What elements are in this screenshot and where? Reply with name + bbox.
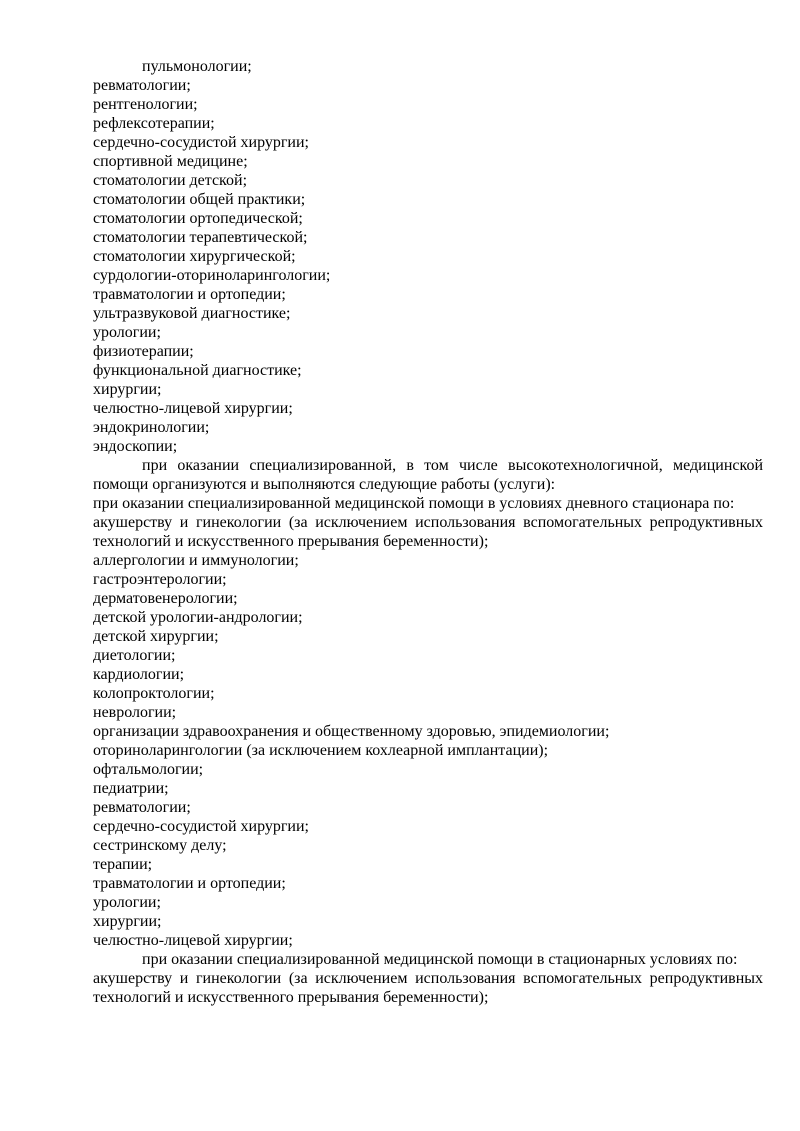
document-line: организации здравоохранения и общественному здоровью, эпидемиологии; xyxy=(93,723,610,740)
document-line: челюстно-лицевой хирургии; xyxy=(93,400,293,417)
document-line: педиатрии; xyxy=(93,780,169,797)
document-line: ревматологии; xyxy=(93,799,191,816)
document-line: детской урологии-андрологии; xyxy=(93,609,303,626)
document-line: помощи организуются и выполняются следующие работы (услуги): xyxy=(93,476,556,493)
document-line: урологии; xyxy=(93,324,161,341)
document-line: стоматологии хирургической; xyxy=(93,248,296,265)
document-line: офтальмологии; xyxy=(93,761,204,778)
document-line: эндокринологии; xyxy=(93,419,210,436)
document-line: колопроктологии; xyxy=(93,685,215,702)
document-line: челюстно-лицевой хирургии; xyxy=(93,932,293,949)
document-line: сестринскому делу; xyxy=(93,837,227,854)
document-line: при оказании специализированной, в том числе высокотехнологичной, медицинской xyxy=(142,457,763,474)
document-line: аллергологии и иммунологии; xyxy=(93,552,299,569)
document-line: акушерству и гинекологии (за исключением использования вспомогательных репродуктивных xyxy=(93,514,763,531)
document-text xyxy=(93,57,763,1007)
document-line: ультразвуковой диагностике; xyxy=(93,305,291,322)
document-line: сердечно-сосудистой хирургии; xyxy=(93,818,309,835)
document-line: гастроэнтерологии; xyxy=(93,571,227,588)
document-line: стоматологии детской; xyxy=(93,172,248,189)
document-line: кардиологии; xyxy=(93,666,185,683)
document-line: урологии; xyxy=(93,894,161,911)
document-line: пульмонологии; xyxy=(142,58,252,75)
document-line: стоматологии общей практики; xyxy=(93,191,306,208)
document-line: ревматологии; xyxy=(93,77,191,94)
document-line: при оказании специализированной медицинской помощи в стационарных условиях по: xyxy=(142,951,738,968)
document-line: стоматологии ортопедической; xyxy=(93,210,303,227)
document-line: диетологии; xyxy=(93,647,176,664)
document-line: детской хирургии; xyxy=(93,628,219,645)
document-line: дерматовенерологии; xyxy=(93,590,238,607)
document-line: хирургии; xyxy=(93,381,162,398)
document-line: спортивной медицине; xyxy=(93,153,248,170)
document-line: рефлексотерапии; xyxy=(93,115,215,132)
document-line: физиотерапии; xyxy=(93,343,194,360)
document-line: стоматологии терапевтической; xyxy=(93,229,308,246)
document-line: травматологии и ортопедии; xyxy=(93,286,286,303)
document-line: хирургии; xyxy=(93,913,162,930)
document-line: функциональной диагностике; xyxy=(93,362,302,379)
document-line: технологий и искусственного прерывания беременности); xyxy=(93,989,489,1006)
document-line: терапии; xyxy=(93,856,153,873)
document-line: рентгенологии; xyxy=(93,96,198,113)
document-line: травматологии и ортопедии; xyxy=(93,875,286,892)
document-line: сердечно-сосудистой хирургии; xyxy=(93,134,309,151)
document-line: технологий и искусственного прерывания беременности); xyxy=(93,533,489,550)
document-line: сурдологии-оториноларингологии; xyxy=(93,267,331,284)
document-line: неврологии; xyxy=(93,704,177,721)
document-line: эндоскопии; xyxy=(93,438,178,455)
document-line: при оказании специализированной медицинской помощи в условиях дневного стационара по: xyxy=(93,495,735,512)
document-line: акушерству и гинекологии (за исключением использования вспомогательных репродуктивных xyxy=(93,970,763,987)
document-line: оториноларингологии (за исключением кохлеарной имплантации); xyxy=(93,742,549,759)
